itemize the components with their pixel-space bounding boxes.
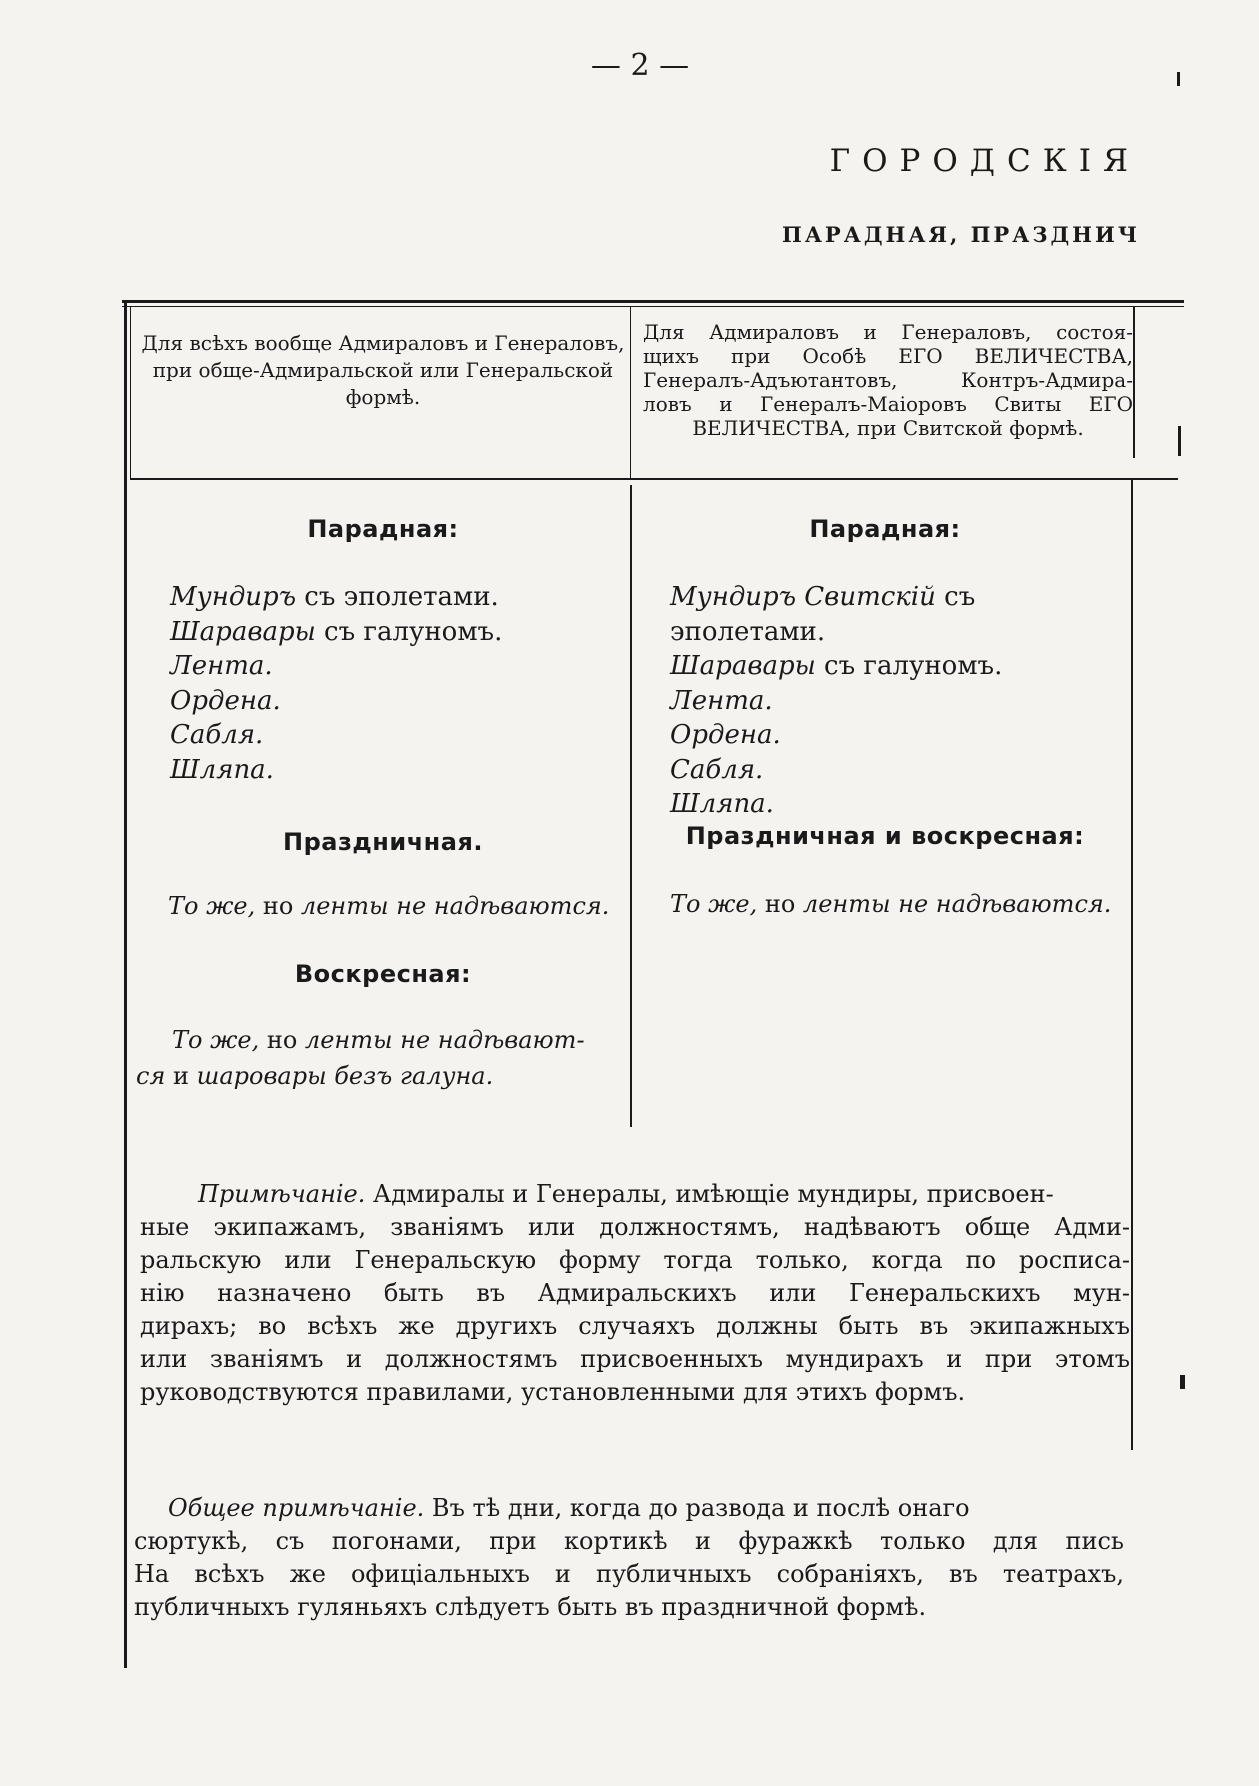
list-item: Шляпа.	[670, 789, 774, 819]
general-note-paragraph: Общее примѣчаніе. Въ тѣ дни, когда до развода и послѣ онаго сюртукѣ, съ погонами, при кортикѣ и фуражкѣ только для пись На всѣхъ же офиціальныхъ и публичныхъ собраніяхъ, въ театрахъ, публичныхъ гуляньяхъ слѣдуетъ быть въ праздничной формѣ.	[134, 1494, 1124, 1621]
page-number: — 2 —	[590, 48, 690, 83]
left-holiday-heading: Праздничная.	[283, 828, 483, 856]
page-subtitle: ПАРАДНАЯ, ПРАЗДНИЧ	[782, 222, 1140, 247]
list-item: Лента.	[670, 685, 773, 716]
list-item: Шляпа.	[170, 754, 274, 785]
list-item: Шаравары съ галуномъ.	[670, 651, 1003, 681]
header-line: щихъ при Особѣ ЕГО ВЕЛИЧЕСТВА,	[643, 344, 1133, 368]
right-parade-items	[670, 580, 1130, 822]
note-paragraph: Примѣчаніе. Адмиралы и Генералы, имѣющіе мундиры, присвоен- ные экипажамъ, званіямъ или должностямъ, надѣваютъ обще Адми- ральскую или Генеральскую форму тогда только, когда по росписа- нію назначено быть въ Адмиральскихъ или Генеральскихъ мун- дирахъ; во всѣхъ же другихъ случаяхъ должны быть въ экипажныхъ или званіямъ и должностямъ присвоенныхъ мундирахъ и при этомъ руководствуются правилами, установленными для этихъ формъ.	[140, 1180, 1130, 1406]
left-column-header: Для всѣхъ вообще Адмираловъ и Генераловъ, при обще-Адмиральской или Генеральской формѣ.	[141, 331, 625, 409]
list-item: Ордена.	[670, 720, 781, 750]
header-line: ловъ и Генералъ-Маіоровъ Свиты ЕГО	[643, 392, 1133, 416]
left-parade-items	[170, 580, 630, 787]
list-item: Мундиръ съ эполетами.	[170, 582, 499, 612]
right-parade-heading: Парадная:	[809, 515, 961, 543]
list-item: Ордена.	[170, 685, 281, 716]
general-note-label: Общее примѣчаніе.	[168, 1494, 425, 1522]
table-top-rule-thin	[122, 306, 1184, 307]
margin-mark	[1180, 1375, 1185, 1389]
table-column-divider	[630, 485, 632, 1127]
margin-mark	[1178, 426, 1181, 456]
list-item: Сабля.	[170, 720, 264, 750]
right-holiday-heading: Праздничная и воскресная:	[685, 822, 1085, 850]
left-holiday-text: То же, но ленты не надѣваются.	[168, 892, 610, 920]
right-column-header	[643, 320, 1133, 440]
table-top-rule	[122, 300, 1184, 303]
table-header-divider	[630, 306, 631, 480]
page-title: ГОРОДСКІЯ	[829, 143, 1140, 179]
header-line: Генералъ-Адъютантовъ, Контръ-Адмира-	[643, 368, 1133, 392]
left-sunday-text: То же, но ленты не надѣвают- ся и шаровары безъ галуна.	[136, 1026, 585, 1090]
list-item: Мундиръ Свитскій съ эполетами.	[670, 582, 976, 647]
list-item: Лента.	[170, 651, 273, 681]
table-left-border	[124, 300, 127, 1668]
margin-mark	[1177, 72, 1180, 86]
header-line: ВЕЛИЧЕСТВА, при Свитской формѣ.	[692, 416, 1084, 440]
table-left-border-thin	[130, 306, 131, 480]
list-item: Шаравары съ галуномъ.	[170, 616, 503, 647]
table-right-border	[1131, 480, 1133, 1450]
note-label: Примѣчаніе.	[198, 1180, 366, 1208]
table-header-rule	[130, 478, 1178, 480]
left-parade-heading: Парадная:	[307, 515, 459, 543]
left-sunday-heading: Воскресная:	[294, 960, 472, 988]
list-item: Сабля.	[670, 754, 764, 785]
header-line: Для Адмираловъ и Генераловъ, состоя-	[643, 320, 1133, 344]
table-header-right-border	[1133, 306, 1135, 458]
right-holiday-text: То же, но ленты не надѣваются.	[670, 890, 1112, 918]
